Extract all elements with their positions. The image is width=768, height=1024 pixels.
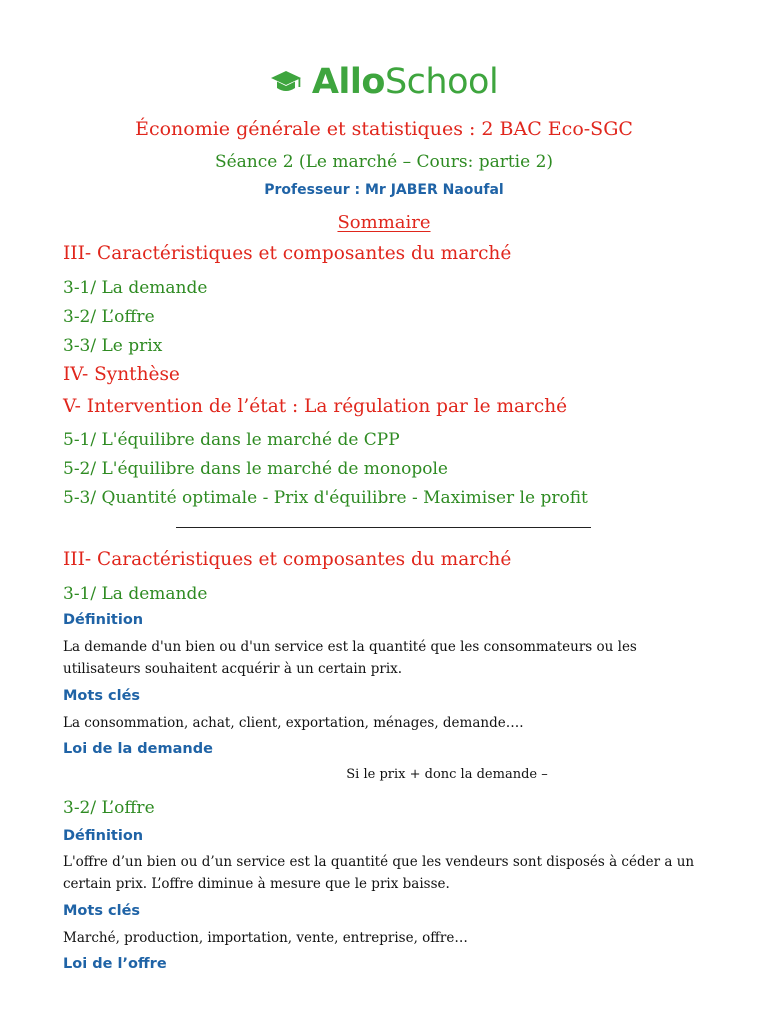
toc-item-3-3: 3-3/ Le prix <box>63 336 163 356</box>
toc-item-5-3: 5-3/ Quantité optimale - Prix d'équilibre - Maximiser le profit <box>63 488 588 508</box>
demande-definition-label: Définition <box>63 612 144 628</box>
professeur-line: Professeur : Mr JABER Naoufal <box>264 182 504 198</box>
offre-mots-cles-label: Mots clés <box>63 903 141 919</box>
logo-wordmark-regular: School <box>384 62 499 102</box>
offre-definition-label: Définition <box>63 828 144 844</box>
demande-mots-cles-text: La consommation, achat, client, exportation, ménages, demande…. <box>63 715 524 731</box>
demande-definition-line-1: La demande d'un bien ou d'un service est la quantité que les consommateurs ou les <box>63 639 637 655</box>
toc-section-5: V- Intervention de l’état : La régulation par le marché <box>63 396 568 417</box>
alloschool-logo <box>0 62 768 102</box>
seance-subtitle: Séance 2 (Le marché – Cours: partie 2) <box>214 152 554 172</box>
toc-section-4: IV- Synthèse <box>63 364 180 385</box>
loi-demande-label: Loi de la demande <box>63 741 213 757</box>
toc-item-5-2: 5-2/ L'équilibre dans le marché de monopole <box>63 459 448 479</box>
toc-section-3: III- Caractéristiques et composantes du marché <box>63 243 512 264</box>
toc-item-5-1: 5-1/ L'équilibre dans le marché de CPP <box>63 430 400 450</box>
divider <box>176 527 591 528</box>
offre-definition-line-1: L'offre d’un bien ou d’un service est la quantité que les vendeurs sont disposés à céder a un <box>63 854 695 870</box>
offre-title: 3-2/ L’offre <box>63 798 155 818</box>
demande-title: 3-1/ La demande <box>63 584 208 604</box>
graduation-cap-icon <box>270 69 302 95</box>
loi-offre-label: Loi de l’offre <box>63 956 167 972</box>
offre-definition-line-2: certain prix. L’offre diminue à mesure que le prix baisse. <box>63 876 450 892</box>
demande-definition-line-2: utilisateurs souhaitent acquérir à un certain prix. <box>63 661 403 677</box>
toc-item-3-2: 3-2/ L’offre <box>63 307 155 327</box>
demande-mots-cles-label: Mots clés <box>63 688 141 704</box>
logo-wordmark-bold: Allo <box>311 62 385 102</box>
logo-wordmark <box>312 62 498 102</box>
section-3-title: III- Caractéristiques et composantes du marché <box>63 549 512 570</box>
toc-item-3-1: 3-1/ La demande <box>63 278 208 298</box>
loi-demande-text: Si le prix + donc la demande – <box>346 767 548 782</box>
offre-mots-cles-text: Marché, production, importation, vente, entreprise, offre… <box>63 930 468 946</box>
sommaire-heading: Sommaire <box>337 212 431 233</box>
document-title: Économie générale et statistiques : 2 BAC Eco-SGC <box>135 118 633 140</box>
